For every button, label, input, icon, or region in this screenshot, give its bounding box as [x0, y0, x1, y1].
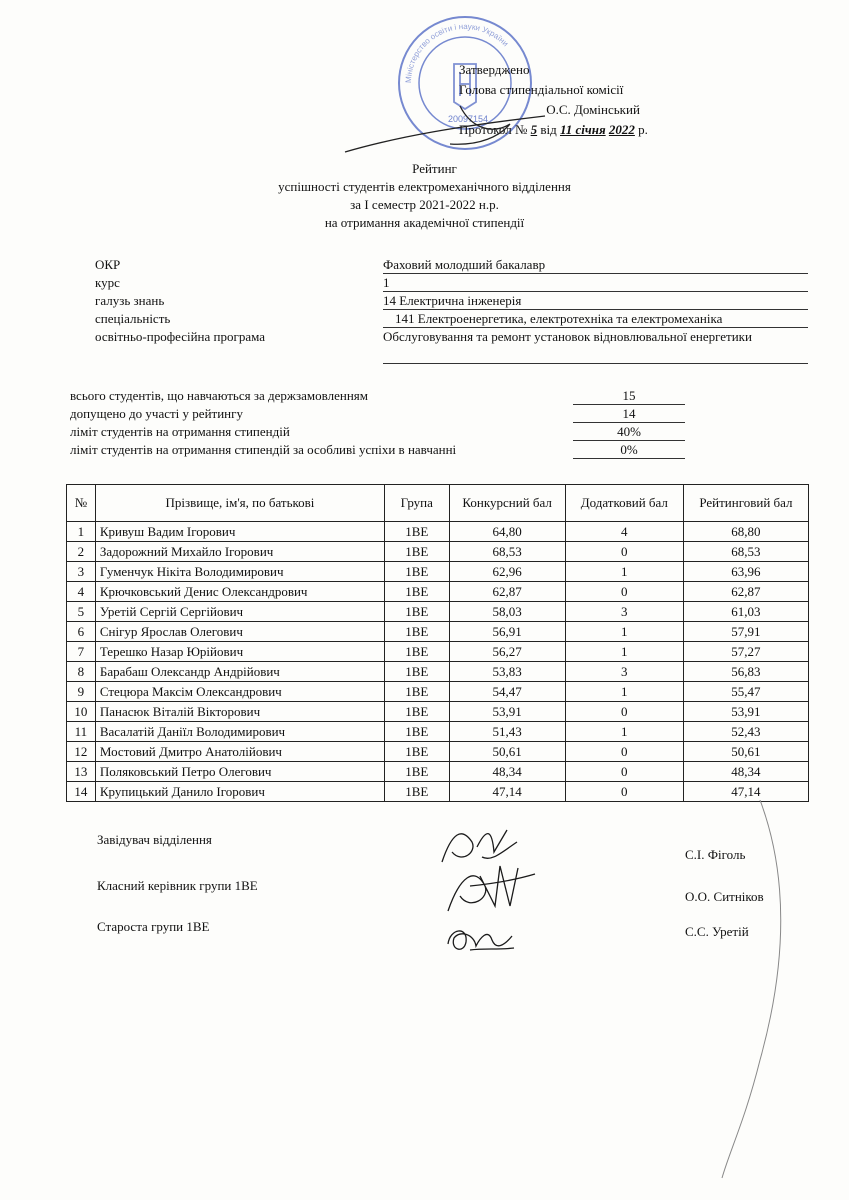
student-name: Васалатій Даніїл Володимирович: [95, 722, 384, 742]
info-row-okr: ОКР Фаховий молодший бакалавр: [95, 256, 808, 274]
rating-stats: [70, 387, 685, 459]
rating-score: 55,47: [683, 682, 808, 702]
header-competition-score: Конкурсний бал: [449, 485, 565, 522]
additional-score: 0: [565, 702, 683, 722]
student-name: Поляковський Петро Олегович: [95, 762, 384, 782]
group: 1ВЕ: [385, 642, 450, 662]
group: 1ВЕ: [385, 742, 450, 762]
additional-score: 0: [565, 782, 683, 802]
header-name: Прізвище, ім'я, по батькові: [95, 485, 384, 522]
row-number: 14: [67, 782, 96, 802]
rating-score: 62,87: [683, 582, 808, 602]
student-name: Снігур Ярослав Олегович: [95, 622, 384, 642]
monitor-role: Староста групи 1ВЕ: [97, 919, 210, 934]
curator-role: Класний керівник групи 1ВЕ: [97, 878, 258, 893]
rating-score: 56,83: [683, 662, 808, 682]
table-row: [67, 722, 809, 742]
title-line-1: Рейтинг: [412, 161, 457, 176]
table-row: [67, 762, 809, 782]
monitor-name: С.С. Уретій: [685, 924, 749, 939]
stat-special-limit: ліміт студентів на отримання стипендій за особливі успіхи в навчанні 0%: [70, 441, 685, 459]
rating-table: [66, 484, 809, 802]
curator-signature: [440, 856, 540, 918]
group: 1ВЕ: [385, 782, 450, 802]
additional-score: 1: [565, 642, 683, 662]
group: 1ВЕ: [385, 542, 450, 562]
additional-score: 1: [565, 682, 683, 702]
protocol-date: 11 січня: [559, 122, 606, 137]
student-name: Крупицький Данило Ігорович: [95, 782, 384, 802]
head-name: С.І. Фіголь: [685, 847, 746, 862]
competition-score: 68,53: [449, 542, 565, 562]
student-name: Гуменчук Нікіта Володимирович: [95, 562, 384, 582]
table-row: [67, 622, 809, 642]
monitor-signature: [440, 920, 520, 956]
student-name: Мостовий Дмитро Анатолійович: [95, 742, 384, 762]
approval-title: Затверджено: [459, 62, 530, 77]
group: 1ВЕ: [385, 602, 450, 622]
competition-score: 53,83: [449, 662, 565, 682]
student-name: Терешко Назар Юрійович: [95, 642, 384, 662]
curator-name: О.О. Ситніков: [685, 889, 764, 904]
pencil-mark: [720, 800, 800, 1180]
additional-score: 0: [565, 582, 683, 602]
group: 1ВЕ: [385, 722, 450, 742]
protocol-line: Протокол № 5 від 11 січня 2022 р.: [459, 122, 648, 137]
rating-score: 53,91: [683, 702, 808, 722]
group: 1ВЕ: [385, 682, 450, 702]
student-name: Стецюра Максім Олександрович: [95, 682, 384, 702]
title-line-2: успішності студентів електромеханічного відділення: [278, 179, 571, 194]
rating-score: 48,34: [683, 762, 808, 782]
table-row: [67, 682, 809, 702]
student-name: Задорожний Михайло Ігорович: [95, 542, 384, 562]
rating-score: 47,14: [683, 782, 808, 802]
table-row: [67, 702, 809, 722]
stat-limit: ліміт студентів на отримання стипендій 40%: [70, 423, 685, 441]
title-line-3: за І семестр 2021-2022 н.р.: [350, 197, 499, 212]
row-number: 3: [67, 562, 96, 582]
additional-score: 1: [565, 722, 683, 742]
program-info: [95, 256, 808, 364]
info-row-course: курс 1: [95, 274, 808, 292]
competition-score: 51,43: [449, 722, 565, 742]
head-role: Завідувач відділення: [97, 832, 212, 847]
rating-score: 57,27: [683, 642, 808, 662]
info-row-program: освітньо-професійна програма Обслуговування та ремонт установок відновлювальної енергетики: [95, 328, 808, 364]
rating-score: 52,43: [683, 722, 808, 742]
table-row: [67, 782, 809, 802]
row-number: 2: [67, 542, 96, 562]
rating-score: 50,61: [683, 742, 808, 762]
table-row: [67, 582, 809, 602]
header-additional-score: Додатковий бал: [565, 485, 683, 522]
competition-score: 62,96: [449, 562, 565, 582]
info-row-field: галузь знань 14 Електрична інженерія: [95, 292, 808, 310]
header-group: Група: [385, 485, 450, 522]
svg-text:20097154: 20097154: [447, 114, 489, 124]
competition-score: 48,34: [449, 762, 565, 782]
group: 1ВЕ: [385, 762, 450, 782]
group: 1ВЕ: [385, 562, 450, 582]
competition-score: 54,47: [449, 682, 565, 702]
row-number: 5: [67, 602, 96, 622]
additional-score: 0: [565, 742, 683, 762]
additional-score: 0: [565, 542, 683, 562]
approval-position: Голова стипендіальної комісії: [459, 82, 624, 97]
group: 1ВЕ: [385, 662, 450, 682]
row-number: 11: [67, 722, 96, 742]
approval-signature: [340, 96, 550, 156]
row-number: 7: [67, 642, 96, 662]
student-name: Крючковський Денис Олександрович: [95, 582, 384, 602]
additional-score: 1: [565, 622, 683, 642]
competition-score: 64,80: [449, 522, 565, 542]
row-number: 12: [67, 742, 96, 762]
rating-score: 68,53: [683, 542, 808, 562]
stat-total: всього студентів, що навчаються за держзамовленням 15: [70, 387, 685, 405]
competition-score: 56,91: [449, 622, 565, 642]
rating-score: 61,03: [683, 602, 808, 622]
title-line-4: на отримання академічної стипендії: [324, 215, 525, 230]
row-number: 10: [67, 702, 96, 722]
table-header-row: [67, 485, 809, 522]
table-row: [67, 562, 809, 582]
additional-score: 0: [565, 762, 683, 782]
competition-score: 56,27: [449, 642, 565, 662]
protocol-number: 5: [530, 122, 538, 137]
table-row: [67, 542, 809, 562]
table-row: [67, 742, 809, 762]
competition-score: 58,03: [449, 602, 565, 622]
approval-signatory: О.С. Домінський: [546, 102, 640, 117]
table-row: [67, 642, 809, 662]
group: 1ВЕ: [385, 582, 450, 602]
svg-text:Міністерство освіти і науки Ук: Міністерство освіти і науки України: [403, 21, 511, 84]
stat-admitted: допущено до участі у рейтингу 14: [70, 405, 685, 423]
rating-score: 63,96: [683, 562, 808, 582]
group: 1ВЕ: [385, 522, 450, 542]
additional-score: 1: [565, 562, 683, 582]
competition-score: 50,61: [449, 742, 565, 762]
student-name: Барабаш Олександр Андрійович: [95, 662, 384, 682]
document-title: [0, 160, 849, 232]
row-number: 4: [67, 582, 96, 602]
competition-score: 62,87: [449, 582, 565, 602]
row-number: 1: [67, 522, 96, 542]
info-row-specialty: спеціальність 141 Електроенергетика, електротехніка та електромеханіка: [95, 310, 808, 328]
header-number: №: [67, 485, 96, 522]
student-name: Кривуш Вадим Ігорович: [95, 522, 384, 542]
table-row: [67, 662, 809, 682]
rating-score: 57,91: [683, 622, 808, 642]
row-number: 9: [67, 682, 96, 702]
student-name: Уретій Сергій Сергійович: [95, 602, 384, 622]
competition-score: 53,91: [449, 702, 565, 722]
row-number: 13: [67, 762, 96, 782]
student-name: Панасюк Віталій Вікторович: [95, 702, 384, 722]
protocol-year: 2022: [608, 122, 635, 137]
row-number: 6: [67, 622, 96, 642]
table-row: [67, 522, 809, 542]
competition-score: 47,14: [449, 782, 565, 802]
additional-score: 3: [565, 662, 683, 682]
header-rating-score: Рейтинговий бал: [683, 485, 808, 522]
additional-score: 4: [565, 522, 683, 542]
table-row: [67, 602, 809, 622]
group: 1ВЕ: [385, 622, 450, 642]
row-number: 8: [67, 662, 96, 682]
additional-score: 3: [565, 602, 683, 622]
rating-score: 68,80: [683, 522, 808, 542]
group: 1ВЕ: [385, 702, 450, 722]
